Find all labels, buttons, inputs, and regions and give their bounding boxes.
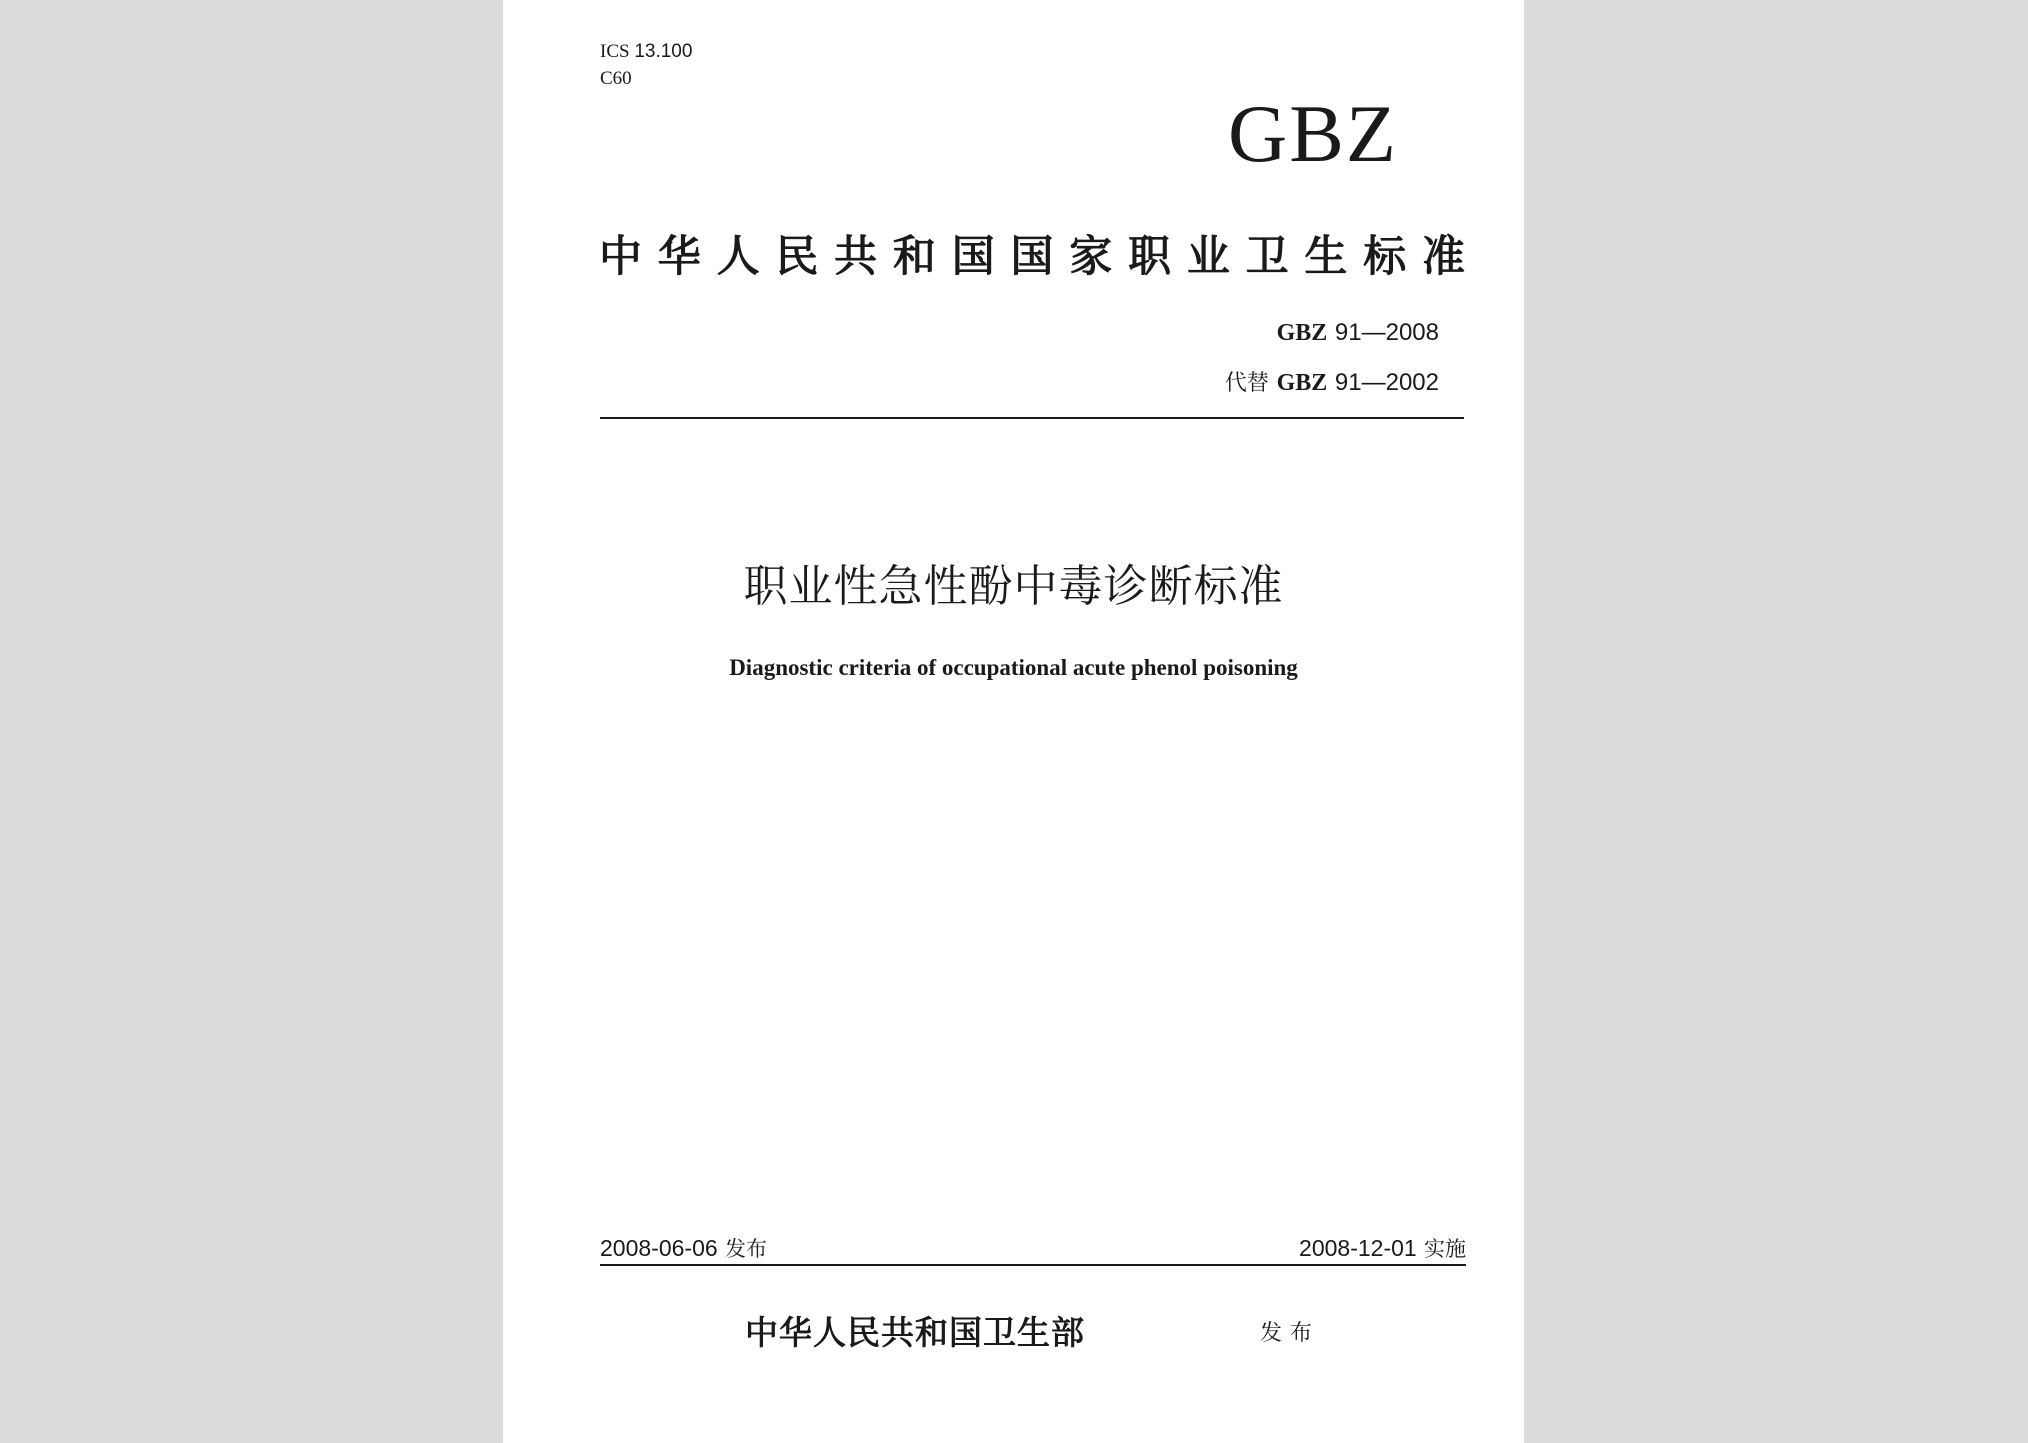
- issuing-authority: 中华人民共和国卫生部: [745, 1313, 1085, 1352]
- standard-type-heading: 中华人民共和国国家职业卫生标准: [599, 232, 1465, 282]
- effective-date-line: [1299, 1232, 1466, 1265]
- issue-date-line: [600, 1232, 767, 1265]
- standard-number: [1277, 316, 1439, 349]
- standard-prefix: GBZ: [1276, 320, 1328, 346]
- standard-number-value: 91—2008: [1334, 319, 1439, 346]
- header-divider: [600, 417, 1464, 419]
- document-title-en: Diagnostic criteria of occupational acute phenol poisoning: [729, 655, 1298, 680]
- ics-label: ICS: [600, 41, 630, 62]
- issue-label: 发布: [724, 1237, 767, 1261]
- replaces-label: 代替: [1224, 371, 1269, 396]
- issuer-verb: 发布: [1260, 1321, 1321, 1346]
- replaces-prefix: GBZ: [1276, 370, 1328, 396]
- effective-date: 2008-12-01: [1299, 1235, 1417, 1261]
- document-title-cn: 职业性急性酚中毒诊断标准: [743, 561, 1284, 612]
- ics-code: 13.100: [634, 41, 693, 62]
- issue-date: 2008-06-06: [600, 1235, 718, 1261]
- replaces-number: 91—2002: [1334, 369, 1439, 396]
- ccs-code: C60: [600, 68, 632, 89]
- document-cover-page: [503, 0, 1524, 1443]
- effective-label: 实施: [1424, 1237, 1466, 1261]
- replaces-standard: [1225, 366, 1439, 400]
- gbz-logo: GBZ: [1228, 88, 1398, 179]
- footer-divider: [600, 1264, 1466, 1266]
- classification-codes: [600, 38, 692, 92]
